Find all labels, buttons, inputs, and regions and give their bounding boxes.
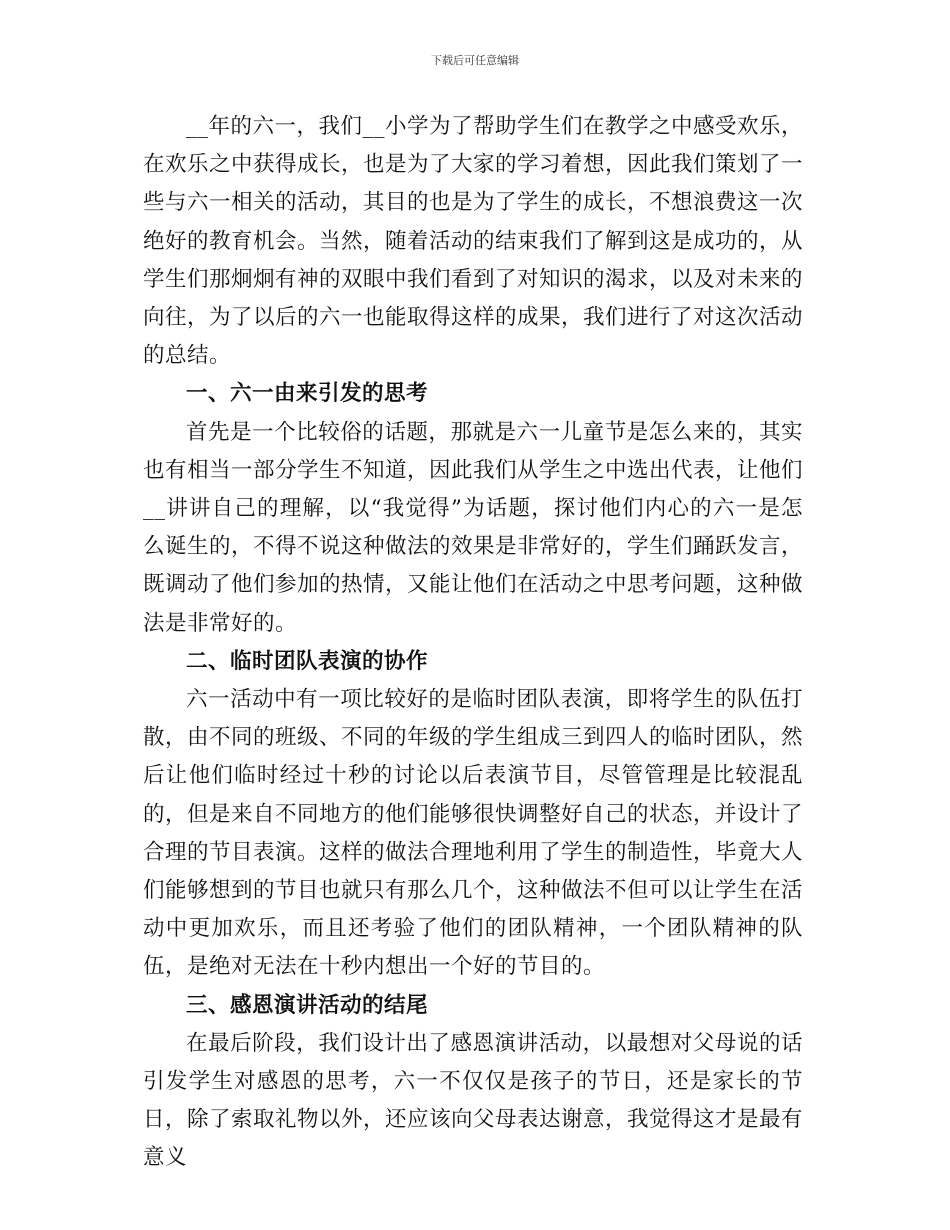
intro-paragraph: __年的六一，我们__小学为了帮助学生们在教学之中感受欢乐，在欢乐之中获得成长，也是为了大家的学习着想，因此我们策划了一些与六一相关的活动，其目的也是为了学生的成长，不想浪费这一次绝好的教育机会。当然，随着活动的结束我们了解到这是成功的，从学生们那炯炯有神的双眼中我们看到了对知识的渴求，以及对未来的向往，为了以后的六一也能取得这样的成果，我们进行了对这次活动的总结。: [143, 114, 804, 369]
document-body: [143, 108, 803, 1178]
section-heading-2: 二、临时团队表演的协作: [186, 648, 429, 674]
section-heading-1: 一、六一由来引发的思考: [186, 381, 429, 407]
page-header: 下载后可任意编辑: [431, 54, 519, 67]
section-paragraph-3: 在最后阶段，我们设计出了感恩演讲活动，以最想对父母说的话引发学生对感恩的思考，六一不仅仅是孩子的节日，还是家长的节日，除了索取礼物以外，还应该向父母表达谢意，我觉得这才是最有意义: [143, 1030, 804, 1171]
section-paragraph-2: 六一活动中有一项比较好的是临时团队表演，即将学生的队伍打散，由不同的班级、不同的年级的学生组成三到四人的临时团队，然后让他们临时经过十秒的讨论以后表演节目，尽管管理是比较混乱的，但是来自不同地方的他们能够很快调整好自己的状态，并设计了合理的节目表演。这样的做法合理地利用了学生的制造性，毕竟大人们能够想到的节目也就只有那么几个，这种做法不但可以让学生在活动中更加欢乐，而且还考验了他们的团队精神，一个团队精神的队伍，是绝对无法在十秒内想出一个好的节目的。: [143, 687, 804, 980]
section-heading-3: 三、感恩演讲活动的结尾: [186, 992, 429, 1018]
section-paragraph-1: 首先是一个比较俗的话题，那就是六一儿童节是怎么来的，其实也有相当一部分学生不知道，因此我们从学生之中选出代表，让他们__讲讲自己的理解，以“我觉得”为话题，探讨他们内心的六一是怎么诞生的，不得不说这种做法的效果是非常好的，学生们踊跃发言，既调动了他们参加的热情，又能让他们在活动之中思考问题，这种做法是非常好的。: [143, 419, 804, 636]
